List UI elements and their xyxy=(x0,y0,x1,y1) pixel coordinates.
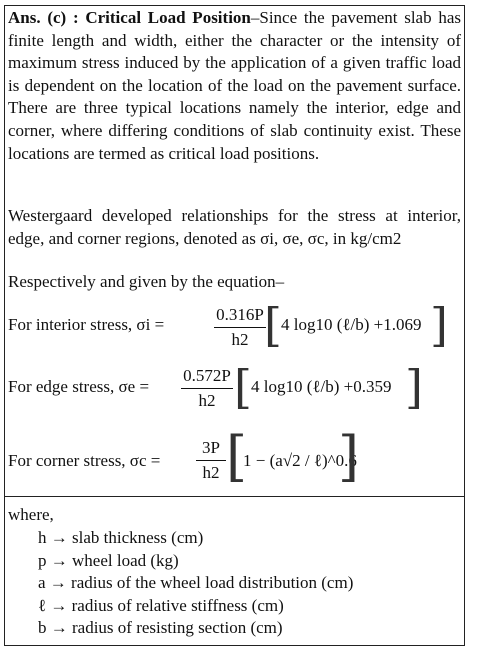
edge-fraction xyxy=(181,366,233,411)
corner-fraction xyxy=(196,438,226,483)
answer-heading: Ans. (c) : Critical Load Position xyxy=(8,8,251,27)
variable-h: h → slab thickness (cm) xyxy=(38,528,204,547)
interior-numerator: 0.316P xyxy=(216,305,264,324)
edge-numerator: 0.572P xyxy=(183,366,231,385)
interior-denominator: h2 xyxy=(231,330,249,349)
edge-denominator: h2 xyxy=(198,391,216,410)
corner-denominator: h2 xyxy=(202,463,220,482)
variable-b: b → radius of resisting section (cm) xyxy=(38,618,283,637)
paragraph-critical-load xyxy=(8,7,461,165)
interior-label: For interior stress, σi = xyxy=(8,315,165,334)
edge-bracket: 4 log10 (ℓ/b) +0.359 xyxy=(251,377,392,396)
variable-list xyxy=(38,527,353,640)
corner-bracket: 1 − (a√2 / ℓ)^0.6 xyxy=(243,451,357,470)
variable-l: ℓ → radius of relative stiffness (cm) xyxy=(38,595,284,615)
paragraph-respectively: Respectively and given by the equation– xyxy=(8,272,285,291)
corner-label: For corner stress, σc = xyxy=(8,451,161,470)
interior-fraction xyxy=(214,305,266,350)
edge-label: For edge stress, σe = xyxy=(8,377,150,396)
corner-numerator: 3P xyxy=(202,438,220,457)
where-label: where, xyxy=(8,505,54,524)
paragraph-westergaard: Westergaard developed relationships for the stress at interior, edge, and corner regions, denoted as σi, σe, σc, in kg/cm2 xyxy=(8,206,461,248)
variable-a: a → radius of the wheel load distribution (cm) xyxy=(38,573,354,592)
variable-p: p → wheel load (kg) xyxy=(38,550,179,570)
section-divider xyxy=(4,496,465,497)
interior-bracket: 4 log10 (ℓ/b) +1.069 xyxy=(281,315,422,334)
paragraph-1-text: –Since the pavement slab has finite length and width, either the character or the intensity of maximum stress induced by the application of a given traffic load is dependent on the location of the load on the pavement surface. There are three typical locations namely the interior, edge and corner, where differing conditions of slab continuity exist. These locations are termed as critical load positions. xyxy=(8,8,461,163)
